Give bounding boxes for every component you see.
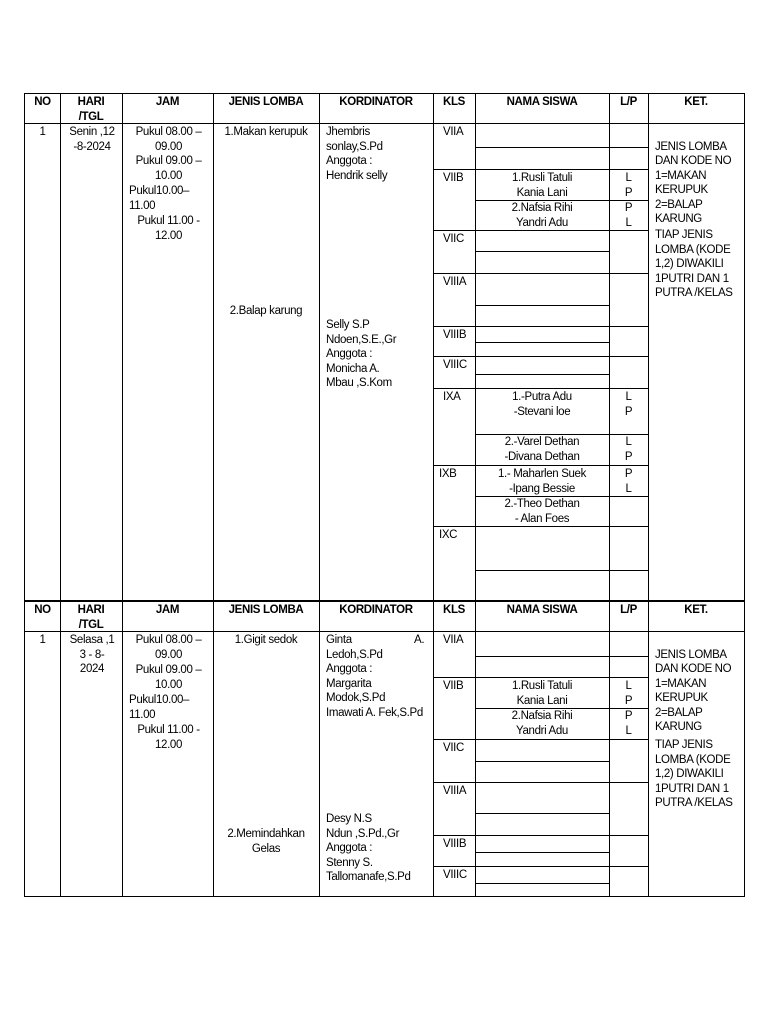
header-jenis-lomba: JENIS LOMBA: [228, 96, 304, 108]
header-lp: L/P: [620, 604, 637, 616]
class-label: VIIIC: [443, 359, 467, 371]
time-slot: Pukul 11.00 - 12.00: [137, 724, 200, 751]
time-slot: Pukul10.00– 11.00: [129, 185, 190, 212]
schedule-table-day2: [24, 601, 745, 897]
header-kordinator: KORDINATOR: [339, 96, 413, 108]
class-label: VIIIA: [443, 785, 467, 797]
header-kls: KLS: [443, 96, 465, 108]
header-kordinator: KORDINATOR: [339, 604, 413, 616]
student-names: 2.Nafsia Rihi Yandri Adu: [511, 202, 573, 229]
schedule-table-day1: [24, 93, 745, 601]
notes-code-list: [655, 125, 743, 241]
header-jenis-lomba: JENIS LOMBA: [228, 604, 304, 616]
header-nama-siswa: NAMA SISWA: [506, 96, 578, 108]
student-names: 2.Nafsia Rihi Yandri Adu: [511, 710, 573, 737]
header-ket: KET.: [684, 604, 708, 616]
notes-code-text: JENIS LOMBA DAN KODE NO 1=MAKAN KERUPUK 2=BALAP KARUNG: [655, 648, 732, 733]
student-names: 2.-Theo Dethan - Alan Foes: [504, 498, 580, 525]
row-number: 1: [39, 126, 46, 138]
header-kls: KLS: [443, 604, 465, 616]
competition-name: 2.Balap karung: [229, 305, 303, 317]
class-label: IXB: [439, 468, 457, 480]
header-row-divider: [25, 631, 744, 632]
coordinator-first-name: Ginta: [326, 634, 352, 646]
header-jam: JAM: [155, 96, 180, 108]
student-names: 1.Rusli Tatuli Kania Lani: [511, 680, 573, 707]
col-divider: [213, 94, 214, 600]
student-names: 1.-Putra Adu -Stevani loe: [512, 391, 572, 418]
coordinator: Jhembris sonlay,S.Pd Anggota : Hendrik selly: [326, 126, 388, 182]
class-label: VIIA: [443, 634, 464, 646]
student-names: 1.- Maharlen Suek -Ipang Bessie: [497, 468, 586, 495]
competition-name: 1.Makan kerupuk: [224, 126, 308, 138]
header-nama-siswa: NAMA SISWA: [506, 604, 578, 616]
class-label: VIIIC: [443, 869, 467, 881]
student-names: 1.Rusli Tatuli Kania Lani: [511, 172, 573, 199]
class-label: VIIIB: [443, 838, 467, 850]
class-label: VIIIB: [443, 329, 467, 341]
gender-code: P L: [624, 202, 633, 229]
header-jam: JAM: [155, 604, 180, 616]
student-names: 2.-Varel Dethan -Divana Dethan: [504, 436, 580, 463]
competition-name: 2.Memindahkan Gelas: [227, 828, 305, 855]
time-slot: Pukul 09.00 – 10.00: [135, 664, 202, 691]
header-no: NO: [34, 604, 51, 616]
class-label: VIIB: [443, 680, 464, 692]
notes-rule: TIAP JENIS LOMBA (KODE 1,2) DIWAKILI 1PUTRI DAN 1 PUTRA /KELAS: [655, 229, 733, 299]
notes-code-list: [655, 633, 743, 749]
col-divider: [60, 94, 61, 600]
time-slot: Pukul10.00– 11.00: [129, 694, 190, 721]
coordinator-initial: A.: [414, 634, 425, 646]
header-no: NO: [34, 96, 51, 108]
coordinator: Ledoh,S.Pd Anggota : Margarita Modok,S.Pd Imawati A. Fek,S.Pd: [326, 648, 423, 719]
notes-code-text: JENIS LOMBA DAN KODE NO 1=MAKAN KERUPUK 2=BALAP KARUNG: [655, 140, 732, 225]
class-label: VIIIA: [443, 276, 467, 288]
header-row-divider: [25, 123, 744, 124]
time-slot: Pukul 08.00 – 09.00: [135, 634, 202, 661]
header-ket: KET.: [684, 96, 708, 108]
header-lp: L/P: [620, 96, 637, 108]
row-number: 1: [39, 634, 46, 646]
notes-rule: TIAP JENIS LOMBA (KODE 1,2) DIWAKILI 1PUTRI DAN 1 PUTRA /KELAS: [655, 739, 733, 809]
class-label: VIIB: [443, 172, 464, 184]
class-label: VIIC: [443, 742, 464, 754]
class-label: IXA: [443, 391, 461, 403]
col-divider: [122, 94, 123, 600]
time-slot: Pukul 08.00 – 09.00: [135, 126, 202, 153]
coordinator: Selly S.P Ndoen,S.E.,Gr Anggota : Monicha A. Mbau ,S.Kom: [326, 319, 397, 389]
gender-code: L P: [624, 391, 633, 418]
competition-name: 1.Gigit sedok: [234, 634, 298, 646]
header-hari-tgl: HARI /TGL: [77, 96, 105, 123]
day-date: Senin ,12 -8-2024: [69, 126, 115, 153]
class-label: IXC: [439, 529, 458, 541]
col-divider: [648, 94, 649, 600]
coordinator: Desy N.S Ndun ,S.Pd.,Gr Anggota : Stenny S. Tallomanafe,S.Pd: [326, 813, 411, 883]
header-hari-tgl: HARI /TGL: [77, 604, 105, 631]
gender-code: L P: [624, 436, 633, 463]
gender-code: L P: [624, 680, 633, 707]
gender-code: L P: [624, 172, 633, 199]
gender-code: P L: [624, 710, 633, 737]
class-label: VIIA: [443, 126, 464, 138]
col-divider: [319, 94, 320, 600]
gender-code: P L: [624, 468, 633, 495]
time-slot: Pukul 09.00 – 10.00: [135, 155, 202, 182]
class-label: VIIC: [443, 233, 464, 245]
time-slot: Pukul 11.00 - 12.00: [137, 215, 200, 242]
day-date: Selasa ,1 3 - 8- 2024: [69, 634, 115, 675]
